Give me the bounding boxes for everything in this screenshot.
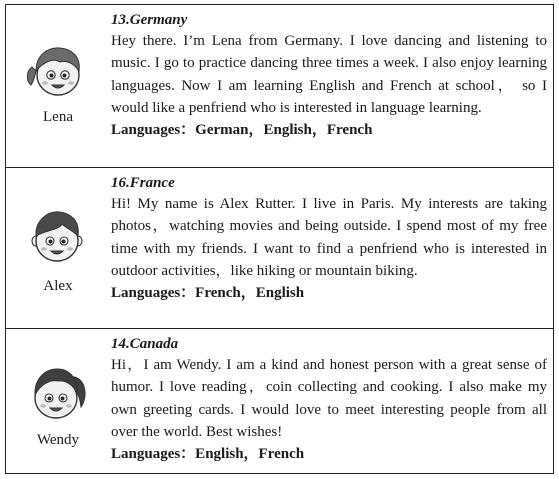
girl-ponytail-avatar-icon [26,363,88,425]
avatar-column [6,5,110,167]
entry-languages: Languages：English，French [111,446,305,463]
person-name: Alex [43,278,73,294]
profile-row-lena [6,5,553,167]
entry-body: Hey there. I’m Lena from Germany. I love dancing and listening to music. I go to practice dancing three times a week. I also enjoy learning languages. Now I am learning English and French at school， so I would like a penfriend who is interested in language learning. [111,33,547,116]
entry-title: 14.Canada [111,336,179,352]
entry-body: Hi! My name is Alex Rutter. I live in Paris. My interests are taking photos，watching movies and being outside. I spend most of my free time with my friends. I want to find a penfriend who is interested in outdoor activities，like hiking or mountain biking. [111,196,547,279]
penfriend-profiles-table [5,4,554,474]
profile-row-alex [6,167,553,328]
profile-text [111,174,547,304]
profile-row-wendy [6,328,553,473]
person-name: Wendy [36,432,80,448]
entry-body: Hi，I am Wendy. I am a kind and honest person with a great sense of humor. I love reading，coin collecting and cooking. I also make my own greeting cards. I would love to meet interesting people from all over the world. Best wishes! [111,357,547,440]
avatar-column [6,329,110,473]
profile-text [111,335,547,465]
entry-languages: Languages：French，English [111,285,305,302]
entry-languages: Languages：German，English，French [111,122,373,139]
person-name: Lena [43,109,73,125]
entry-title: 13.Germany [111,12,188,28]
boy-cartoon-avatar-icon [26,206,88,268]
avatar-column [6,168,110,328]
entry-title: 16.France [111,175,175,191]
profile-text [111,11,547,141]
girl-cartoon-avatar-icon [26,41,88,103]
